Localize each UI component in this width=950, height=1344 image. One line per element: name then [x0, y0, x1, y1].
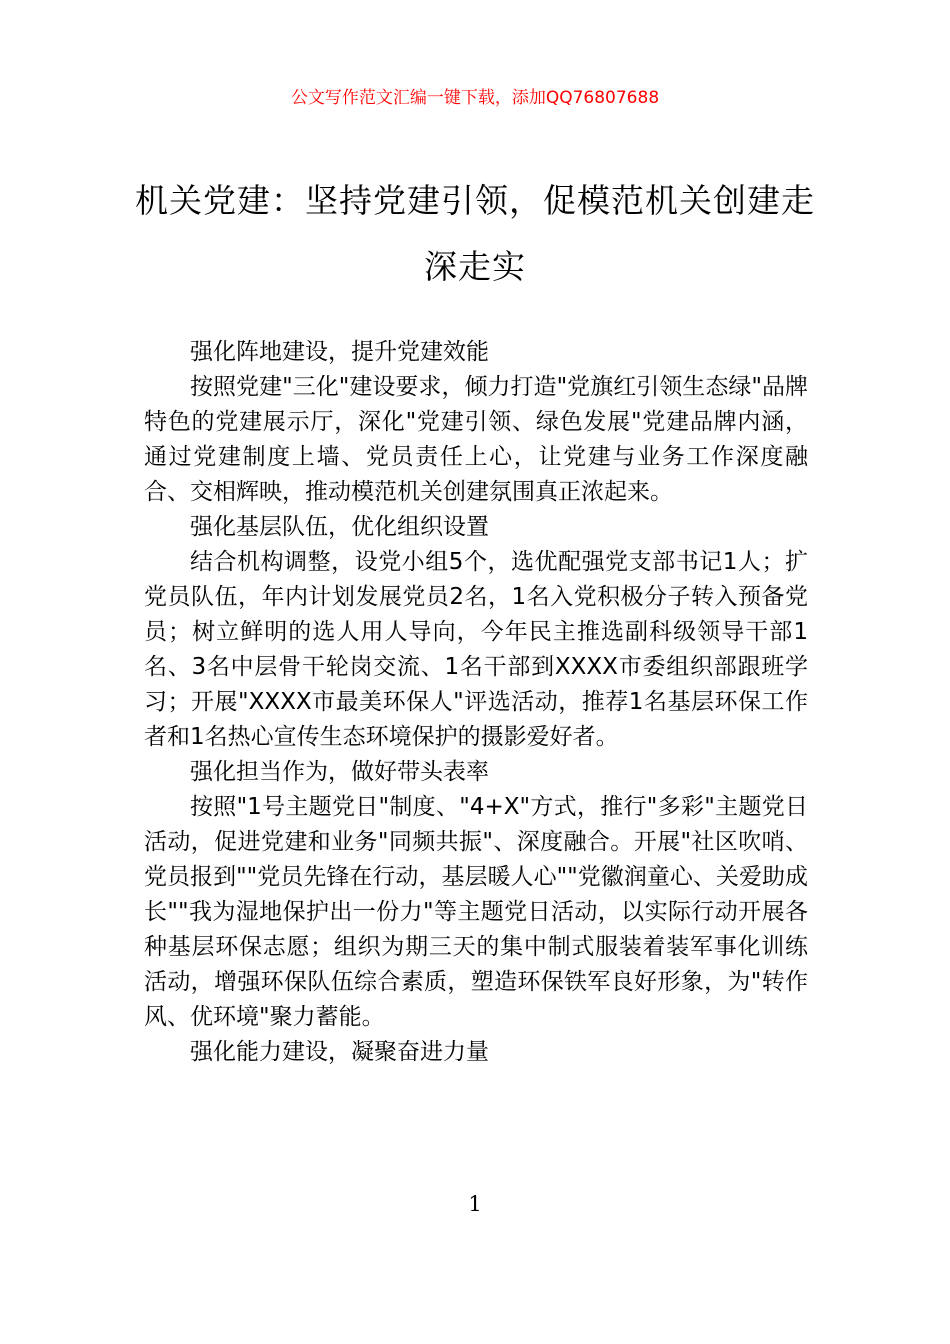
section-heading: 强化阵地建设，提升党建效能: [190, 339, 489, 365]
section-heading: 强化基层队伍，优化组织设置: [190, 514, 489, 540]
paragraph: 按照党建"三化"建设要求，倾力打造"党旗红引领生态绿"品牌特色的党建展示厅，深化"党建引领、绿色发展"党建品牌内涵，通过党建制度上墙、党员责任上心，让党建与业务工作深度融合、交相辉映，推动模范机关创建氛围真正浓起来。: [144, 374, 808, 505]
download-banner: 公文写作范文汇编一键下载，添加QQ76807688: [290, 88, 660, 108]
paragraph: 结合机构调整，设党小组5个，选优配强党支部书记1人；扩党员队伍，年内计划发展党员2名，1名入党积极分子转入预备党员；树立鲜明的选人用人导向，今年民主推选副科级领导干部1名、3名中层骨干轮岗交流、1名干部到XXXX市委组织部跟班学习；开展"XXXX市最美环保人"评选活动，推荐1名基层环保工作者和1名热心宣传生态环境保护的摄影爱好者。: [144, 549, 808, 750]
document-title: 机关党建：坚持党建引领，促模范机关创建走深走实: [135, 181, 815, 286]
section-heading: 强化能力建设，凝聚奋进力量: [190, 1039, 489, 1065]
document-body: [144, 335, 808, 1070]
page-number: 1: [468, 1192, 482, 1216]
paragraph: 按照"1号主题党日"制度、"4+X"方式，推行"多彩"主题党日活动，促进党建和业务"同频共振"、深度融合。开展"社区吹哨、党员报到""党员先锋在行动，基层暖人心""党徽润童心、关爱助成长""我为湿地保护出一份力"等主题党日活动，以实际行动开展各种基层环保志愿；组织为期三天的集中制式服装着装军事化训练活动，增强环保队伍综合素质，塑造环保铁军良好形象，为"转作风、优环境"聚力蓄能。: [144, 794, 808, 1030]
section-heading: 强化担当作为，做好带头表率: [190, 759, 489, 785]
